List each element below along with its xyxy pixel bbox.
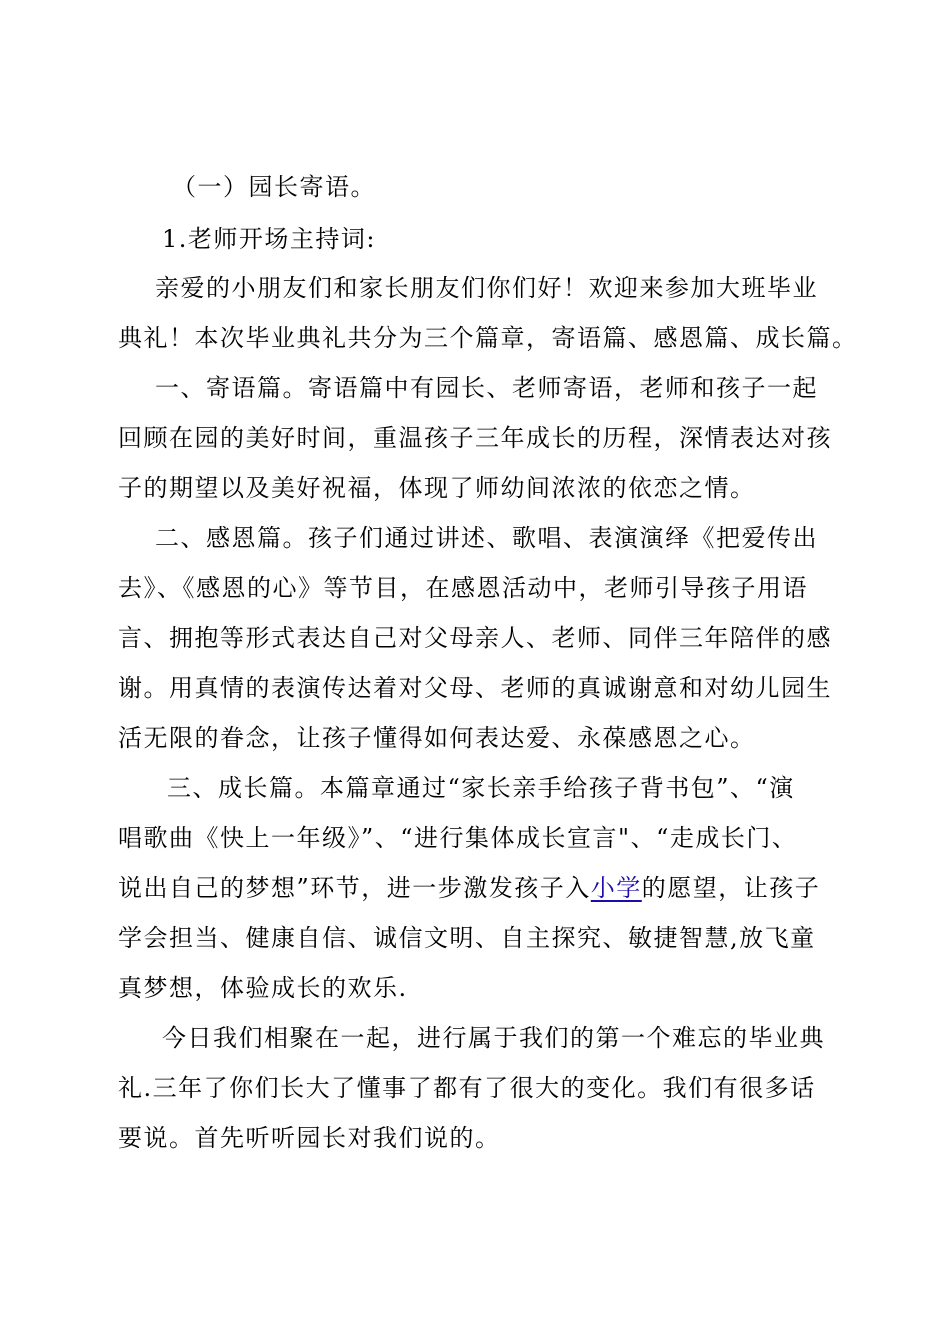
paragraph-3-line-3: 言、拥抱等形式表达自己对父母亲人、老师、同伴三年陪伴的感 — [118, 624, 832, 652]
paragraph-1-line-2: 典礼！本次毕业典礼共分为三个篇章，寄语篇、感恩篇、成长篇。 — [118, 324, 858, 352]
paragraph-4-line-4: 学会担当、健康自信、诚信文明、自主探究、敏捷智慧,放飞童 — [118, 924, 816, 952]
paragraph-4-line-3-text-before: 说出自己的梦想”环节，进一步激发孩子入 — [118, 874, 591, 902]
paragraph-5-line-1: 今日我们相聚在一起，进行属于我们的第一个难忘的毕业典 — [162, 1024, 825, 1052]
paragraph-4-line-1: 三、成长篇。本篇章通过“家长亲手给孩子背书包”、“演 — [167, 774, 795, 802]
paragraph-3-line-4: 谢。用真情的表演传达着对父母、老师的真诚谢意和对幼儿园生 — [118, 674, 832, 702]
section-heading: （一）园长寄语。 — [172, 173, 376, 201]
sub-heading: 1.老师开场主持词: — [162, 225, 376, 253]
paragraph-2-line-2: 回顾在园的美好时间，重温孩子三年成长的历程，深情表达对孩 — [118, 424, 832, 452]
paragraph-4-line-2: 唱歌曲《快上一年级》”、“进行集体成长宣言"、“走成长门、 — [118, 824, 798, 852]
paragraph-2-line-1: 一、寄语篇。寄语篇中有园长、老师寄语，老师和孩子一起 — [155, 374, 818, 402]
paragraph-5-line-2: 礼.三年了你们长大了懂事了都有了很大的变化。我们有很多话 — [118, 1074, 816, 1102]
primary-school-link[interactable]: 小学 — [590, 874, 642, 902]
paragraph-3-line-1: 二、感恩篇。孩子们通过讲述、歌唱、表演演绎《把爱传出 — [155, 524, 818, 552]
paragraph-4-line-3 — [118, 873, 820, 903]
paragraph-5-line-3: 要说。首先听听园长对我们说的。 — [118, 1124, 501, 1152]
paragraph-2-line-3: 子的期望以及美好祝福，体现了师幼间浓浓的依恋之情。 — [118, 474, 756, 502]
paragraph-4-line-3-text-after: 的愿望，让孩子 — [641, 874, 821, 902]
paragraph-4-line-5: 真梦想，体验成长的欢乐. — [118, 974, 408, 1002]
paragraph-1-line-1: 亲爱的小朋友们和家长朋友们你们好！欢迎来参加大班毕业 — [155, 274, 818, 302]
paragraph-3-line-2: 去》、《感恩的心》等节目，在感恩活动中，老师引导孩子用语 — [118, 574, 808, 602]
paragraph-3-line-5: 活无限的眷念，让孩子懂得如何表达爱、永葆感恩之心。 — [118, 724, 756, 752]
